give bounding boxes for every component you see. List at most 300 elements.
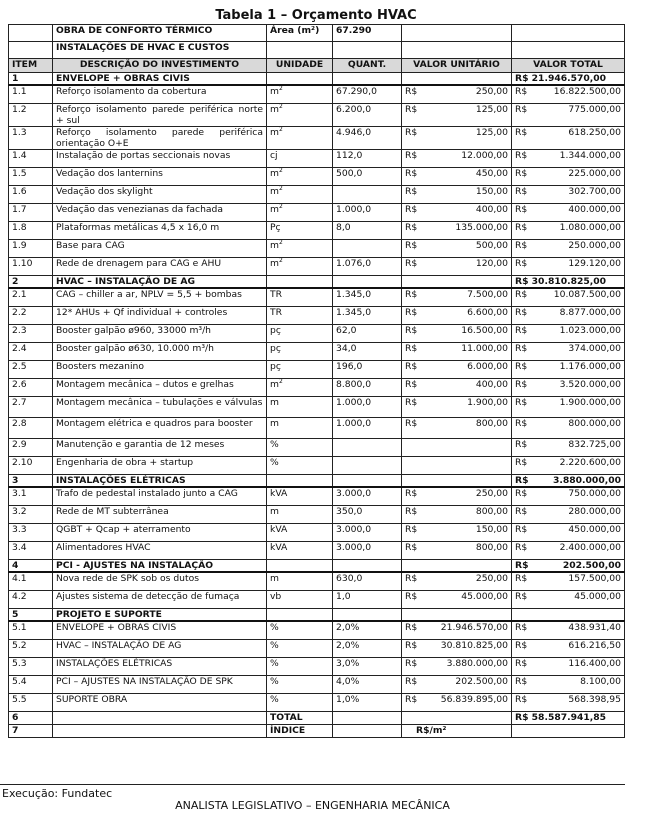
row-unit bbox=[267, 186, 333, 204]
row-unit bbox=[267, 524, 333, 542]
currency-symbol: R$ bbox=[405, 640, 418, 651]
unit-text: vb bbox=[270, 591, 282, 602]
subtitle-label: INSTALAÇÕES DE HVAC E CUSTOS bbox=[53, 42, 267, 59]
table-row bbox=[9, 640, 625, 658]
row-description: QGBT + Qcap + aterramento bbox=[53, 524, 267, 542]
col-header-quant: QUANT. bbox=[333, 59, 402, 73]
row-unit-value bbox=[402, 524, 512, 542]
amount: 8.100,00 bbox=[580, 676, 621, 687]
col-header-descricao: DESCRIÇÃO DO INVESTIMENTO bbox=[53, 59, 267, 73]
table-row bbox=[9, 439, 625, 457]
row-unit bbox=[267, 621, 333, 640]
row-description: Vedação dos skylight bbox=[53, 186, 267, 204]
amount: 250,00 bbox=[475, 86, 508, 97]
currency-symbol: R$ bbox=[515, 622, 528, 633]
amount: 250,00 bbox=[475, 488, 508, 499]
row-quantity: 34,0 bbox=[333, 343, 402, 361]
table-row bbox=[9, 307, 625, 325]
currency-symbol: R$ bbox=[515, 258, 528, 269]
currency-symbol: R$ bbox=[405, 240, 418, 251]
amount: 7.500,00 bbox=[467, 289, 508, 300]
unit-text: TR bbox=[270, 289, 282, 300]
unit-text: cj bbox=[270, 150, 278, 161]
row-unit bbox=[267, 379, 333, 397]
row-total-value bbox=[512, 694, 625, 712]
currency-symbol: R$ bbox=[515, 694, 528, 705]
table-row bbox=[9, 240, 625, 258]
currency-symbol: R$ bbox=[405, 258, 418, 269]
section-item: 4 bbox=[9, 560, 53, 573]
currency-symbol: R$ bbox=[405, 86, 418, 97]
row-unit bbox=[267, 658, 333, 676]
amount: 800,00 bbox=[475, 506, 508, 517]
row-description: Manutenção e garantia de 12 meses bbox=[53, 439, 267, 457]
row-unit bbox=[267, 542, 333, 560]
row-item: 2.4 bbox=[9, 343, 53, 361]
row-description: Rede de drenagem para CAG e AHU bbox=[53, 258, 267, 276]
row-unit-value bbox=[402, 150, 512, 168]
currency-symbol: R$ bbox=[515, 397, 528, 408]
execucao-label: Execução: Fundatec bbox=[2, 787, 113, 800]
table-row bbox=[9, 258, 625, 276]
amount: 302.700,00 bbox=[568, 186, 621, 197]
row-description: Montagem mecânica – tubulações e válvulas bbox=[53, 397, 267, 418]
row-total-value bbox=[512, 658, 625, 676]
currency-symbol: R$ bbox=[405, 127, 418, 138]
total-row bbox=[9, 712, 625, 725]
currency-symbol: R$ bbox=[405, 694, 418, 705]
unit-text: kVA bbox=[270, 524, 288, 535]
row-item: 2.3 bbox=[9, 325, 53, 343]
row-quantity: 2,0% bbox=[333, 621, 402, 640]
section-total: R$ 30.810.825,00 bbox=[512, 276, 625, 289]
row-description: SUPORTE OBRA bbox=[53, 694, 267, 712]
amount: 45.000,00 bbox=[574, 591, 621, 602]
row-unit-value bbox=[402, 222, 512, 240]
amount: 800,00 bbox=[475, 542, 508, 553]
table-title: Tabela 1 – Orçamento HVAC bbox=[215, 8, 417, 23]
amount: 150,00 bbox=[475, 524, 508, 535]
section-item: 1 bbox=[9, 73, 53, 86]
row-unit bbox=[267, 361, 333, 379]
amount: 202.500,00 bbox=[455, 676, 508, 687]
currency-symbol: R$ bbox=[515, 676, 528, 687]
table-row bbox=[9, 694, 625, 712]
currency-symbol: R$ bbox=[405, 204, 418, 215]
currency-symbol: R$ bbox=[515, 506, 528, 517]
unit-text: Pç bbox=[270, 222, 281, 233]
row-quantity: 1.000,0 bbox=[333, 397, 402, 418]
row-description: INSTALAÇÕES ELÉTRICAS bbox=[53, 658, 267, 676]
section-item: 2 bbox=[9, 276, 53, 289]
row-quantity: 2,0% bbox=[333, 640, 402, 658]
unit-exponent: 2 bbox=[278, 103, 283, 110]
currency-symbol: R$ bbox=[515, 439, 528, 450]
amount: 12.000,00 bbox=[461, 150, 508, 161]
section-title: PROJETO E SUPORTE bbox=[53, 609, 267, 622]
row-item: 3.2 bbox=[9, 506, 53, 524]
section-total bbox=[512, 560, 625, 573]
row-quantity: 6.200,0 bbox=[333, 104, 402, 127]
row-item: 2.1 bbox=[9, 288, 53, 307]
row-description: Trafo de pedestal instalado junto a CAG bbox=[53, 487, 267, 506]
row-total-value bbox=[512, 85, 625, 104]
row-total-value bbox=[512, 506, 625, 524]
section-row bbox=[9, 276, 625, 289]
row-unit-value bbox=[402, 85, 512, 104]
row-total-value bbox=[512, 104, 625, 127]
row-description: Montagem mecânica – dutos e grelhas bbox=[53, 379, 267, 397]
unit-exponent: 2 bbox=[278, 85, 283, 92]
table-row bbox=[9, 506, 625, 524]
amount: 16.500,00 bbox=[461, 325, 508, 336]
row-unit-value bbox=[402, 397, 512, 418]
col-header-unidade: UNIDADE bbox=[267, 59, 333, 73]
row-item: 1.8 bbox=[9, 222, 53, 240]
currency-symbol: R$ bbox=[405, 591, 418, 602]
amount: 568.398,95 bbox=[568, 694, 621, 705]
row-quantity: 1.000,0 bbox=[333, 204, 402, 222]
row-item: 1.10 bbox=[9, 258, 53, 276]
currency-symbol: R$ bbox=[515, 168, 528, 179]
currency-symbol: R$ bbox=[515, 104, 528, 115]
row-unit-value bbox=[402, 658, 512, 676]
row-item: 1.7 bbox=[9, 204, 53, 222]
row-quantity: 62,0 bbox=[333, 325, 402, 343]
row-unit-value bbox=[402, 186, 512, 204]
amount: 400,00 bbox=[475, 379, 508, 390]
row-description: Base para CAG bbox=[53, 240, 267, 258]
unit-text: m bbox=[270, 573, 279, 584]
amount: 800,00 bbox=[475, 418, 508, 429]
amount: 129.120,00 bbox=[568, 258, 621, 269]
currency-symbol: R$ bbox=[405, 573, 418, 584]
section-item: 5 bbox=[9, 609, 53, 622]
row-unit bbox=[267, 222, 333, 240]
amount: 125,00 bbox=[475, 104, 508, 115]
currency-symbol: R$ bbox=[405, 150, 418, 161]
unit-text: % bbox=[270, 694, 279, 705]
currency-symbol: R$ bbox=[405, 325, 418, 336]
table-row bbox=[9, 204, 625, 222]
row-quantity: 630,0 bbox=[333, 572, 402, 591]
currency-symbol: R$ bbox=[515, 240, 528, 251]
row-item: 2.7 bbox=[9, 397, 53, 418]
currency-symbol: R$ bbox=[405, 289, 418, 300]
row-total-value bbox=[512, 542, 625, 560]
amount: 3.880.000,00 bbox=[446, 658, 508, 669]
row-item: 5.5 bbox=[9, 694, 53, 712]
row-quantity: 8.800,0 bbox=[333, 379, 402, 397]
amount: 250,00 bbox=[475, 573, 508, 584]
currency-symbol: R$ bbox=[515, 591, 528, 602]
row-description: Alimentadores HVAC bbox=[53, 542, 267, 560]
table-row bbox=[9, 343, 625, 361]
row-item: 1.5 bbox=[9, 168, 53, 186]
table-row bbox=[9, 325, 625, 343]
unit-exponent: 2 bbox=[278, 185, 283, 192]
section-title: HVAC – INSTALAÇÃO DE AG bbox=[53, 276, 267, 289]
amount: 750.000,00 bbox=[568, 488, 621, 499]
row-description: Reforço isolamento parede periférica orientação O+E bbox=[53, 127, 267, 150]
currency-symbol: R$ bbox=[515, 418, 528, 429]
row-description: Booster galpão ø630, 10.000 m³/h bbox=[53, 343, 267, 361]
currency-symbol: R$ bbox=[515, 488, 528, 499]
row-quantity: 67.290,0 bbox=[333, 85, 402, 104]
row-description: Reforço isolamento parede periférica norte + sul bbox=[53, 104, 267, 127]
currency-symbol: R$ bbox=[515, 524, 528, 535]
row-total-value bbox=[512, 222, 625, 240]
row-unit bbox=[267, 676, 333, 694]
row-item: 1.2 bbox=[9, 104, 53, 127]
table-row bbox=[9, 397, 625, 418]
row-total-value bbox=[512, 325, 625, 343]
row-unit-value bbox=[402, 379, 512, 397]
row-item: 2.10 bbox=[9, 457, 53, 475]
table-row bbox=[9, 658, 625, 676]
row-description: Plataformas metálicas 4,5 x 16,0 m bbox=[53, 222, 267, 240]
unit-exponent: 2 bbox=[278, 378, 283, 385]
section-title: INSTALAÇÕES ELÉTRICAS bbox=[53, 475, 267, 488]
unit-exponent: 2 bbox=[278, 126, 283, 133]
amount: 616.216,50 bbox=[568, 640, 621, 651]
row-unit-value bbox=[402, 307, 512, 325]
currency-symbol: R$ bbox=[515, 640, 528, 651]
currency-symbol: R$ bbox=[405, 168, 418, 179]
row-total-value bbox=[512, 288, 625, 307]
unit-text: pç bbox=[270, 325, 281, 336]
amount: 374.000,00 bbox=[568, 343, 621, 354]
currency-symbol: R$ bbox=[515, 475, 529, 486]
row-quantity bbox=[333, 439, 402, 457]
row-unit bbox=[267, 127, 333, 150]
amount: 280.000,00 bbox=[568, 506, 621, 517]
row-unit-value bbox=[402, 542, 512, 560]
table-row bbox=[9, 542, 625, 560]
row-unit bbox=[267, 457, 333, 475]
row-quantity: 3,0% bbox=[333, 658, 402, 676]
row-quantity bbox=[333, 240, 402, 258]
row-description: Reforço isolamento da cobertura bbox=[53, 85, 267, 104]
row-item: 4.1 bbox=[9, 572, 53, 591]
table-row bbox=[9, 418, 625, 439]
row-unit bbox=[267, 487, 333, 506]
currency-symbol: R$ bbox=[405, 622, 418, 633]
area-value: 67.290 bbox=[333, 25, 402, 42]
row-total-value bbox=[512, 418, 625, 439]
amount: 400,00 bbox=[475, 204, 508, 215]
unit-text: m bbox=[270, 168, 279, 179]
section-total: R$ 21.946.570,00 bbox=[512, 73, 625, 86]
currency-symbol: R$ bbox=[515, 307, 528, 318]
row-unit-value bbox=[402, 487, 512, 506]
row-description: HVAC – INSTALAÇÃO DE AG bbox=[53, 640, 267, 658]
unit-text: % bbox=[270, 457, 279, 468]
amount: 400.000,00 bbox=[568, 204, 621, 215]
row-quantity bbox=[333, 457, 402, 475]
currency-symbol: R$ bbox=[405, 186, 418, 197]
unit-text: m bbox=[270, 186, 279, 197]
row-unit bbox=[267, 640, 333, 658]
unit-text: kVA bbox=[270, 542, 288, 553]
currency-symbol: R$ bbox=[405, 397, 418, 408]
row-item: 1.3 bbox=[9, 127, 53, 150]
unit-text: TR bbox=[270, 307, 282, 318]
amount: 11.000,00 bbox=[461, 343, 508, 354]
currency-symbol: R$ bbox=[515, 361, 528, 372]
amount: 3.520.000,00 bbox=[559, 379, 621, 390]
section-row bbox=[9, 475, 625, 488]
info-row-subtitle bbox=[9, 42, 625, 59]
row-total-value bbox=[512, 240, 625, 258]
unit-exponent: 2 bbox=[278, 239, 283, 246]
row-unit bbox=[267, 343, 333, 361]
row-unit-value bbox=[402, 240, 512, 258]
unit-text: pç bbox=[270, 361, 281, 372]
currency-symbol: R$ bbox=[515, 204, 528, 215]
row-total-value bbox=[512, 307, 625, 325]
row-total-value bbox=[512, 640, 625, 658]
row-item: 1.1 bbox=[9, 85, 53, 104]
currency-symbol: R$ bbox=[405, 506, 418, 517]
amount: 1.080.000,00 bbox=[559, 222, 621, 233]
row-item: 1.4 bbox=[9, 150, 53, 168]
currency-symbol: R$ bbox=[515, 658, 528, 669]
row-unit bbox=[267, 439, 333, 457]
row-item: 1.9 bbox=[9, 240, 53, 258]
row-quantity: 8,0 bbox=[333, 222, 402, 240]
row-quantity: 350,0 bbox=[333, 506, 402, 524]
amount: 832.725,00 bbox=[568, 439, 621, 450]
unit-text: % bbox=[270, 622, 279, 633]
row-item: 5.4 bbox=[9, 676, 53, 694]
row-unit bbox=[267, 104, 333, 127]
row-description: Ajustes sistema de detecção de fumaça bbox=[53, 591, 267, 609]
unit-text: m bbox=[270, 506, 279, 517]
row-unit bbox=[267, 307, 333, 325]
row-description: Boosters mezanino bbox=[53, 361, 267, 379]
currency-symbol: R$ bbox=[405, 343, 418, 354]
budget-table bbox=[8, 24, 625, 738]
table-row bbox=[9, 85, 625, 104]
row-unit-value bbox=[402, 506, 512, 524]
row-quantity: 3.000,0 bbox=[333, 542, 402, 560]
row-description: Vedação das venezianas da fachada bbox=[53, 204, 267, 222]
col-header-valor-total: VALOR TOTAL bbox=[512, 59, 625, 73]
row-item: 4.2 bbox=[9, 591, 53, 609]
indice-label: ÍNDICE bbox=[267, 725, 333, 738]
row-quantity: 3.000,0 bbox=[333, 487, 402, 506]
unit-text: m bbox=[270, 258, 279, 269]
row-unit-value bbox=[402, 694, 512, 712]
currency-symbol: R$ bbox=[405, 418, 418, 429]
row-unit-value bbox=[402, 361, 512, 379]
row-unit bbox=[267, 572, 333, 591]
row-quantity: 1.345,0 bbox=[333, 288, 402, 307]
row-quantity: 500,0 bbox=[333, 168, 402, 186]
currency-symbol: R$ bbox=[515, 150, 528, 161]
unit-text: m bbox=[270, 240, 279, 251]
amount: 450,00 bbox=[475, 168, 508, 179]
amount: 1.176.000,00 bbox=[559, 361, 621, 372]
currency-symbol: R$ bbox=[515, 289, 528, 300]
row-description: 12* AHUs + Qf individual + controles bbox=[53, 307, 267, 325]
amount: 3.880.000,00 bbox=[552, 475, 621, 486]
amount: 2.220.600,00 bbox=[559, 457, 621, 468]
amount: 30.810.825,00 bbox=[440, 640, 508, 651]
row-quantity: 4.946,0 bbox=[333, 127, 402, 150]
row-total-value bbox=[512, 168, 625, 186]
unit-text: m bbox=[270, 379, 279, 390]
unit-text: m bbox=[270, 104, 279, 115]
row-item: 2.9 bbox=[9, 439, 53, 457]
currency-symbol: R$ bbox=[405, 542, 418, 553]
amount: 157.500,00 bbox=[568, 573, 621, 584]
col-header-item: ITEM bbox=[9, 59, 53, 73]
row-total-value bbox=[512, 127, 625, 150]
row-description: CAG – chiller a ar, NPLV = 5,5 + bombas bbox=[53, 288, 267, 307]
unit-exponent: 2 bbox=[278, 203, 283, 210]
currency-symbol: R$ bbox=[405, 379, 418, 390]
unit-text: m bbox=[270, 397, 279, 408]
row-item: 3.4 bbox=[9, 542, 53, 560]
row-unit-value bbox=[402, 127, 512, 150]
row-unit bbox=[267, 506, 333, 524]
row-unit bbox=[267, 325, 333, 343]
unit-text: m bbox=[270, 86, 279, 97]
row-quantity: 196,0 bbox=[333, 361, 402, 379]
table-row bbox=[9, 621, 625, 640]
amount: 10.087.500,00 bbox=[553, 289, 621, 300]
row-total-value bbox=[512, 361, 625, 379]
area-label: Área (m²) bbox=[267, 25, 333, 42]
row-unit-value bbox=[402, 621, 512, 640]
row-total-value bbox=[512, 676, 625, 694]
row-total-value bbox=[512, 439, 625, 457]
section-total bbox=[512, 475, 625, 488]
amount: 45.000,00 bbox=[461, 591, 508, 602]
unit-text: m bbox=[270, 204, 279, 215]
currency-symbol: R$ bbox=[515, 457, 528, 468]
row-total-value bbox=[512, 343, 625, 361]
row-unit-value bbox=[402, 676, 512, 694]
amount: 120,00 bbox=[475, 258, 508, 269]
obra-label: OBRA DE CONFORTO TÉRMICO bbox=[53, 25, 267, 42]
amount: 800.000,00 bbox=[568, 418, 621, 429]
unit-exponent: 2 bbox=[278, 167, 283, 174]
row-quantity bbox=[333, 186, 402, 204]
table-row bbox=[9, 361, 625, 379]
section-title: ENVELOPE + OBRAS CIVIS bbox=[53, 73, 267, 86]
section-row bbox=[9, 609, 625, 622]
table-row bbox=[9, 288, 625, 307]
table-row bbox=[9, 222, 625, 240]
amount: 250.000,00 bbox=[568, 240, 621, 251]
amount: 225.000,00 bbox=[568, 168, 621, 179]
amount: 1.900.000,00 bbox=[559, 397, 621, 408]
row-unit bbox=[267, 418, 333, 439]
row-description: PCI – AJUSTES NA INSTALAÇÃO DE SPK bbox=[53, 676, 267, 694]
table-row bbox=[9, 127, 625, 150]
currency-symbol: R$ bbox=[405, 524, 418, 535]
indice-unit: R$/m² bbox=[402, 725, 512, 738]
row-description: ENVELOPE + OBRAS CIVIS bbox=[53, 621, 267, 640]
row-unit-value bbox=[402, 168, 512, 186]
row-description: Engenharia de obra + startup bbox=[53, 457, 267, 475]
table-row bbox=[9, 150, 625, 168]
row-description: Instalação de portas seccionais novas bbox=[53, 150, 267, 168]
info-row-obra bbox=[9, 25, 625, 42]
